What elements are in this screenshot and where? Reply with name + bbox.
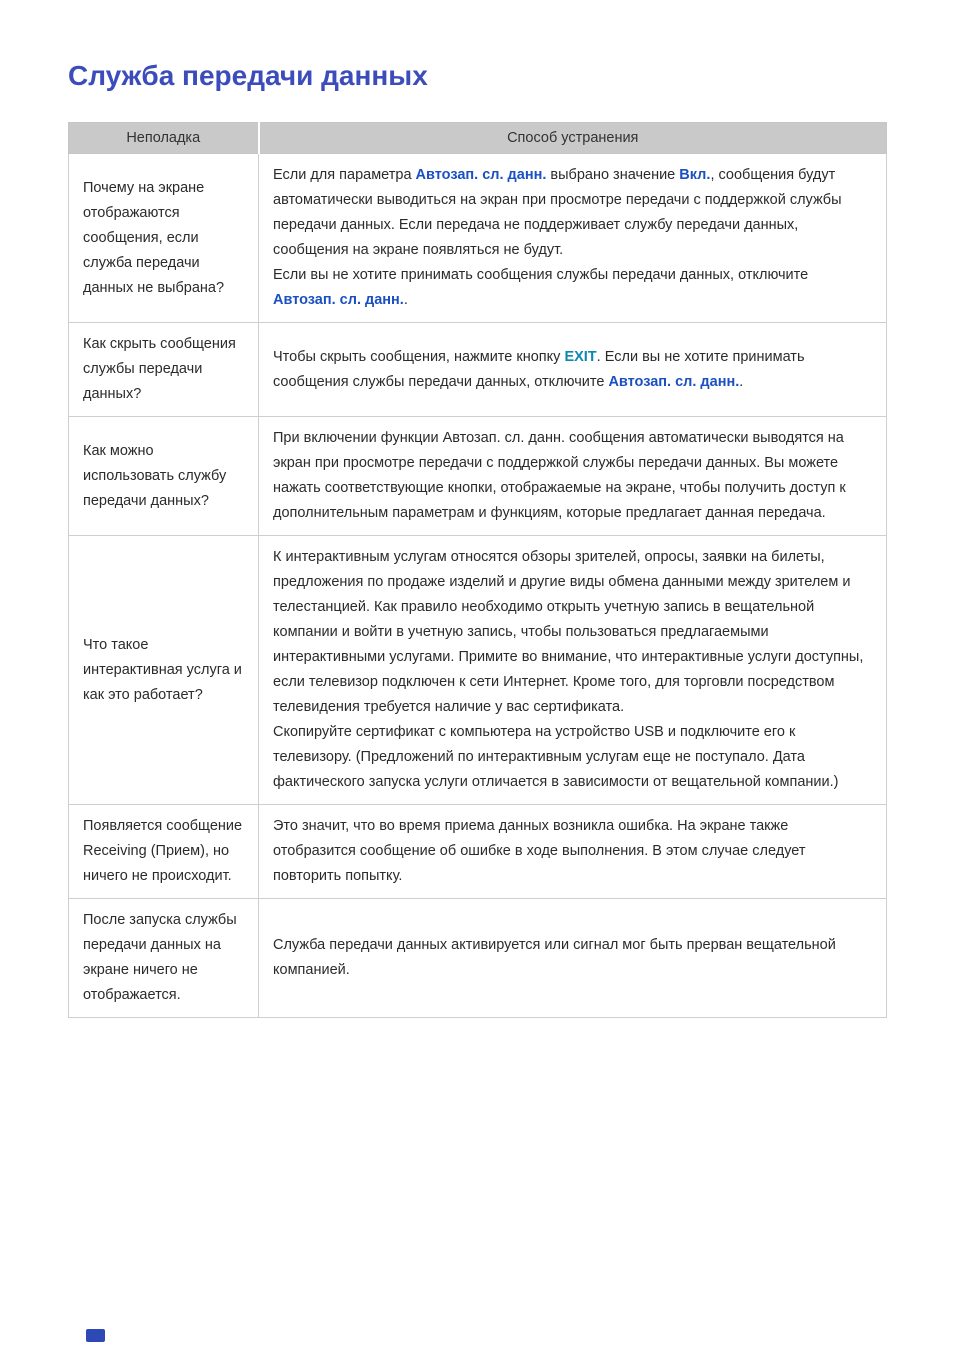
solution-paragraph	[273, 163, 870, 263]
troubleshooting-table	[68, 122, 887, 1018]
solution-cell	[259, 417, 887, 536]
solution-text-segment: .	[403, 292, 408, 308]
solution-paragraph	[273, 345, 870, 395]
solution-cell	[259, 536, 887, 805]
solution-cell	[259, 899, 887, 1018]
solution-text-segment: Служба передачи данных активируется или сигнал мог быть прерван вещательной компанией.	[273, 937, 836, 978]
page-bookmark-icon	[86, 1329, 105, 1342]
solution-text-segment: выбрано значение	[546, 167, 680, 183]
solution-text-segment: . Если вы не хотите принимать сообщения службы передачи данных, отключите	[273, 348, 805, 390]
column-header-problem: Неполадка	[69, 123, 259, 154]
menu-name-text: Вкл.	[679, 167, 711, 183]
solution-text-segment: , сообщения будут автоматически выводиться на экран при просмотре передачи с поддержкой службы передачи данных. Если передача не поддерживает службу передачи данных, сообщения на экране появляться не будут.	[273, 167, 842, 258]
solution-paragraph	[273, 426, 870, 526]
remote-key-text: EXIT	[564, 348, 597, 365]
problem-cell: Что такое интерактивная услуга и как это работает?	[69, 536, 259, 805]
solution-text-segment: Если вы не хотите принимать сообщения службы передачи данных, отключите	[273, 267, 809, 283]
problem-cell: Как скрыть сообщения службы передачи данных?	[69, 323, 259, 417]
solution-text-segment: Скопируйте сертификат с компьютера на устройство USB и подключите его к телевизору. (Предложений по интерактивным услугам еще не поступало. Дата фактического запуска услуги отличается в зависимости от вещательной компании.)	[273, 724, 839, 790]
solution-text-segment: Если для параметра	[273, 167, 416, 183]
solution-cell	[259, 805, 887, 899]
problem-cell: Как можно использовать службу передачи данных?	[69, 417, 259, 536]
menu-name-text: Автозап. сл. данн.	[415, 167, 547, 183]
table-row	[69, 323, 887, 417]
table-row	[69, 536, 887, 805]
menu-name-text: Автозап. сл. данн.	[273, 292, 404, 308]
solution-cell	[259, 154, 887, 323]
solution-paragraph	[273, 814, 870, 889]
solution-paragraph	[273, 933, 870, 983]
table-row	[69, 417, 887, 536]
page-title: Служба передачи данных	[68, 60, 428, 91]
problem-cell: Почему на экране отображаются сообщения, если служба передачи данных не выбрана?	[69, 154, 259, 323]
solution-paragraph	[273, 545, 870, 720]
problem-cell: После запуска службы передачи данных на экране ничего не отображается.	[69, 899, 259, 1018]
solution-text-segment: При включении функции Автозап. сл. данн. сообщения автоматически выводятся на экран при просмотре передачи с поддержкой службы передачи данных. Вы можете нажать соответствующие кнопки, отображаемые на экране, чтобы получить доступ к дополнительным параметрам и функциям, которые предлагает данная передача.	[273, 430, 846, 521]
table-row	[69, 899, 887, 1018]
solution-text-segment: К интерактивным услугам относятся обзоры зрителей, опросы, заявки на билеты, предложения по продаже изделий и другие виды обмена данными между зрителем и телестанцией. Как правило необходимо открыть учетную запись в вещательной компании и войти в учетную запись, чтобы пользоваться предлагаемыми интерактивными услугами. Примите во внимание, что интерактивные услуги доступны, если телевизор подключен к сети Интернет. Кроме того, для торговли посредством телевидения требуется наличие у вас сертификата.	[273, 549, 864, 715]
table-row	[69, 154, 887, 323]
table-row	[69, 805, 887, 899]
solution-text-segment: Чтобы скрыть сообщения, нажмите кнопку	[273, 348, 565, 365]
solution-paragraph	[273, 720, 870, 795]
solution-paragraph	[273, 263, 870, 313]
menu-name-text: Автозап. сл. данн.	[608, 373, 740, 390]
troubleshooting-table-body	[69, 154, 887, 1018]
solution-text-segment: Это значит, что во время приема данных возникла ошибка. На экране также отобразится сообщение об ошибке в ходе выполнения. В этом случае следует повторить попытку.	[273, 818, 806, 884]
table-header-row	[69, 123, 887, 154]
solution-cell	[259, 323, 887, 417]
solution-text-segment: .	[739, 373, 744, 390]
problem-cell: Появляется сообщение Receiving (Прием), но ничего не происходит.	[69, 805, 259, 899]
column-header-solution: Способ устранения	[259, 123, 887, 154]
